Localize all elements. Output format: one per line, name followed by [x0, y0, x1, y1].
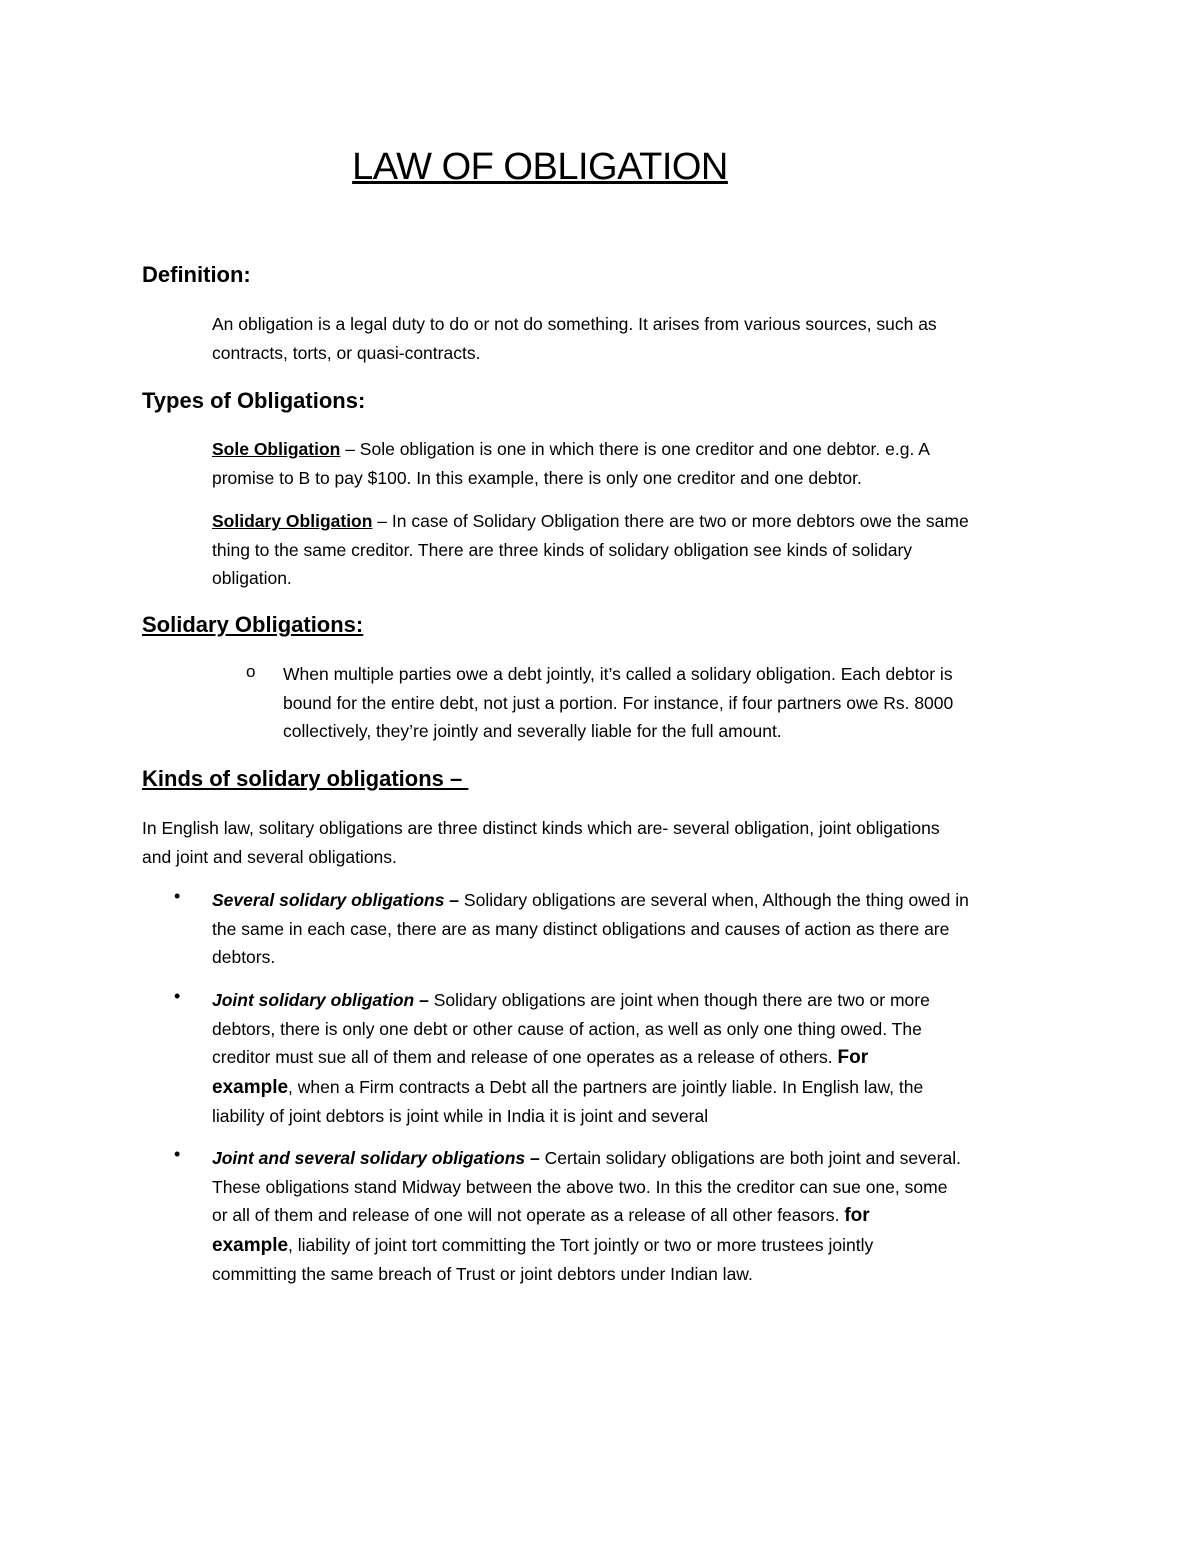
joint-several-example-label: example	[212, 1234, 289, 1256]
joint-for-label: For	[837, 1047, 869, 1068]
joint-obligation-term: Joint solidary obligation –	[212, 990, 429, 1010]
solidary-obligations-line-3: collectively, they’re jointly and severally liable for the full amount.	[283, 721, 782, 741]
solidary-obligation-paragraph	[212, 507, 969, 593]
sole-obligation-paragraph	[212, 435, 930, 492]
several-line-1: Solidary obligations are several when, Although the thing owed in	[459, 890, 969, 910]
kinds-intro	[142, 814, 940, 871]
definition-heading: Definition:	[142, 262, 251, 287]
sole-obligation-line-2: promise to B to pay $100. In this example, there is only one creditor and one debtor.	[212, 467, 862, 488]
joint-line-2: debtors, there is only one debt or other cause of action, as well as only one thing owed. The	[212, 1018, 922, 1039]
definition-text	[212, 310, 937, 367]
joint-obligation-paragraph	[212, 986, 930, 1131]
joint-several-line-4: , liability of joint tort committing the Tort jointly or two or more trustees jointly	[288, 1234, 874, 1255]
definition-line-1: An obligation is a legal duty to do or not do something. It arises from various sources, such as	[212, 314, 937, 334]
joint-several-line-5: committing the same breach of Trust or joint debtors under Indian law.	[212, 1264, 753, 1284]
solidary-obligations-line-1: When multiple parties owe a debt jointly, it’s called a solidary obligation. Each debtor is	[283, 664, 953, 684]
several-obligations-term: Several solidary obligations –	[212, 890, 460, 910]
several-bullet-marker: •	[174, 886, 181, 906]
solidary-obligation-line-3: obligation.	[212, 568, 292, 588]
solidary-obligation-line-1: – In case of Solidary Obligation there are two or more debtors owe the same	[372, 511, 969, 531]
joint-bullet-marker: •	[174, 986, 181, 1006]
sole-obligation-line-1: – Sole obligation is one in which there is one creditor and one debtor. e.g. A	[340, 439, 930, 459]
joint-several-bullet-marker: •	[174, 1144, 181, 1164]
joint-several-line-3: or all of them and release of one will not operate as a release of all other feasors.	[212, 1205, 845, 1225]
joint-line-5: liability of joint debtors is joint while in India it is joint and several	[212, 1106, 709, 1126]
solidary-bullet-marker: o	[246, 662, 256, 681]
joint-line-4: , when a Firm contracts a Debt all the partners are jointly liable. In English law, the	[288, 1076, 924, 1097]
solidary-obligations-text	[283, 660, 953, 746]
kinds-heading: Kinds of solidary obligations –	[142, 766, 469, 791]
page-title: LAW OF OBLIGATION	[352, 146, 728, 188]
definition-line-2: contracts, torts, or quasi-contracts.	[212, 342, 481, 363]
several-obligations-paragraph	[212, 886, 969, 972]
joint-several-for-label: for	[844, 1205, 870, 1226]
solidary-obligations-line-2: bound for the entire debt, not just a portion. For instance, if four partners owe Rs. 8000	[283, 692, 954, 713]
several-line-3: debtors.	[212, 947, 276, 967]
joint-line-1: Solidary obligations are joint when though there are two or more	[428, 990, 930, 1010]
types-heading: Types of Obligations:	[142, 388, 366, 413]
joint-several-line-2: These obligations stand Midway between the above two. In this the creditor can sue one, some	[212, 1176, 948, 1197]
joint-several-term: Joint and several solidary obligations –	[212, 1148, 540, 1168]
sole-obligation-term: Sole Obligation	[212, 439, 341, 459]
joint-several-line-1: Certain solidary obligations are both joint and several.	[539, 1148, 961, 1168]
kinds-intro-line-1: In English law, solitary obligations are three distinct kinds which are- several obligation, joint obligations	[142, 818, 940, 838]
joint-line-3: creditor must sue all of them and release of one operates as a release of others.	[212, 1047, 838, 1067]
several-line-2: the same in each case, there are as many distinct obligations and causes of action as there are	[212, 918, 950, 939]
solidary-obligation-line-2: thing to the same creditor. There are three kinds of solidary obligation see kinds of solidary	[212, 539, 913, 560]
solidary-obligations-heading: Solidary Obligations:	[142, 612, 364, 637]
solidary-obligation-term: Solidary Obligation	[212, 511, 373, 531]
kinds-intro-line-2: and joint and several obligations.	[142, 846, 397, 867]
joint-several-paragraph	[212, 1144, 961, 1289]
joint-example-label: example	[212, 1076, 289, 1098]
